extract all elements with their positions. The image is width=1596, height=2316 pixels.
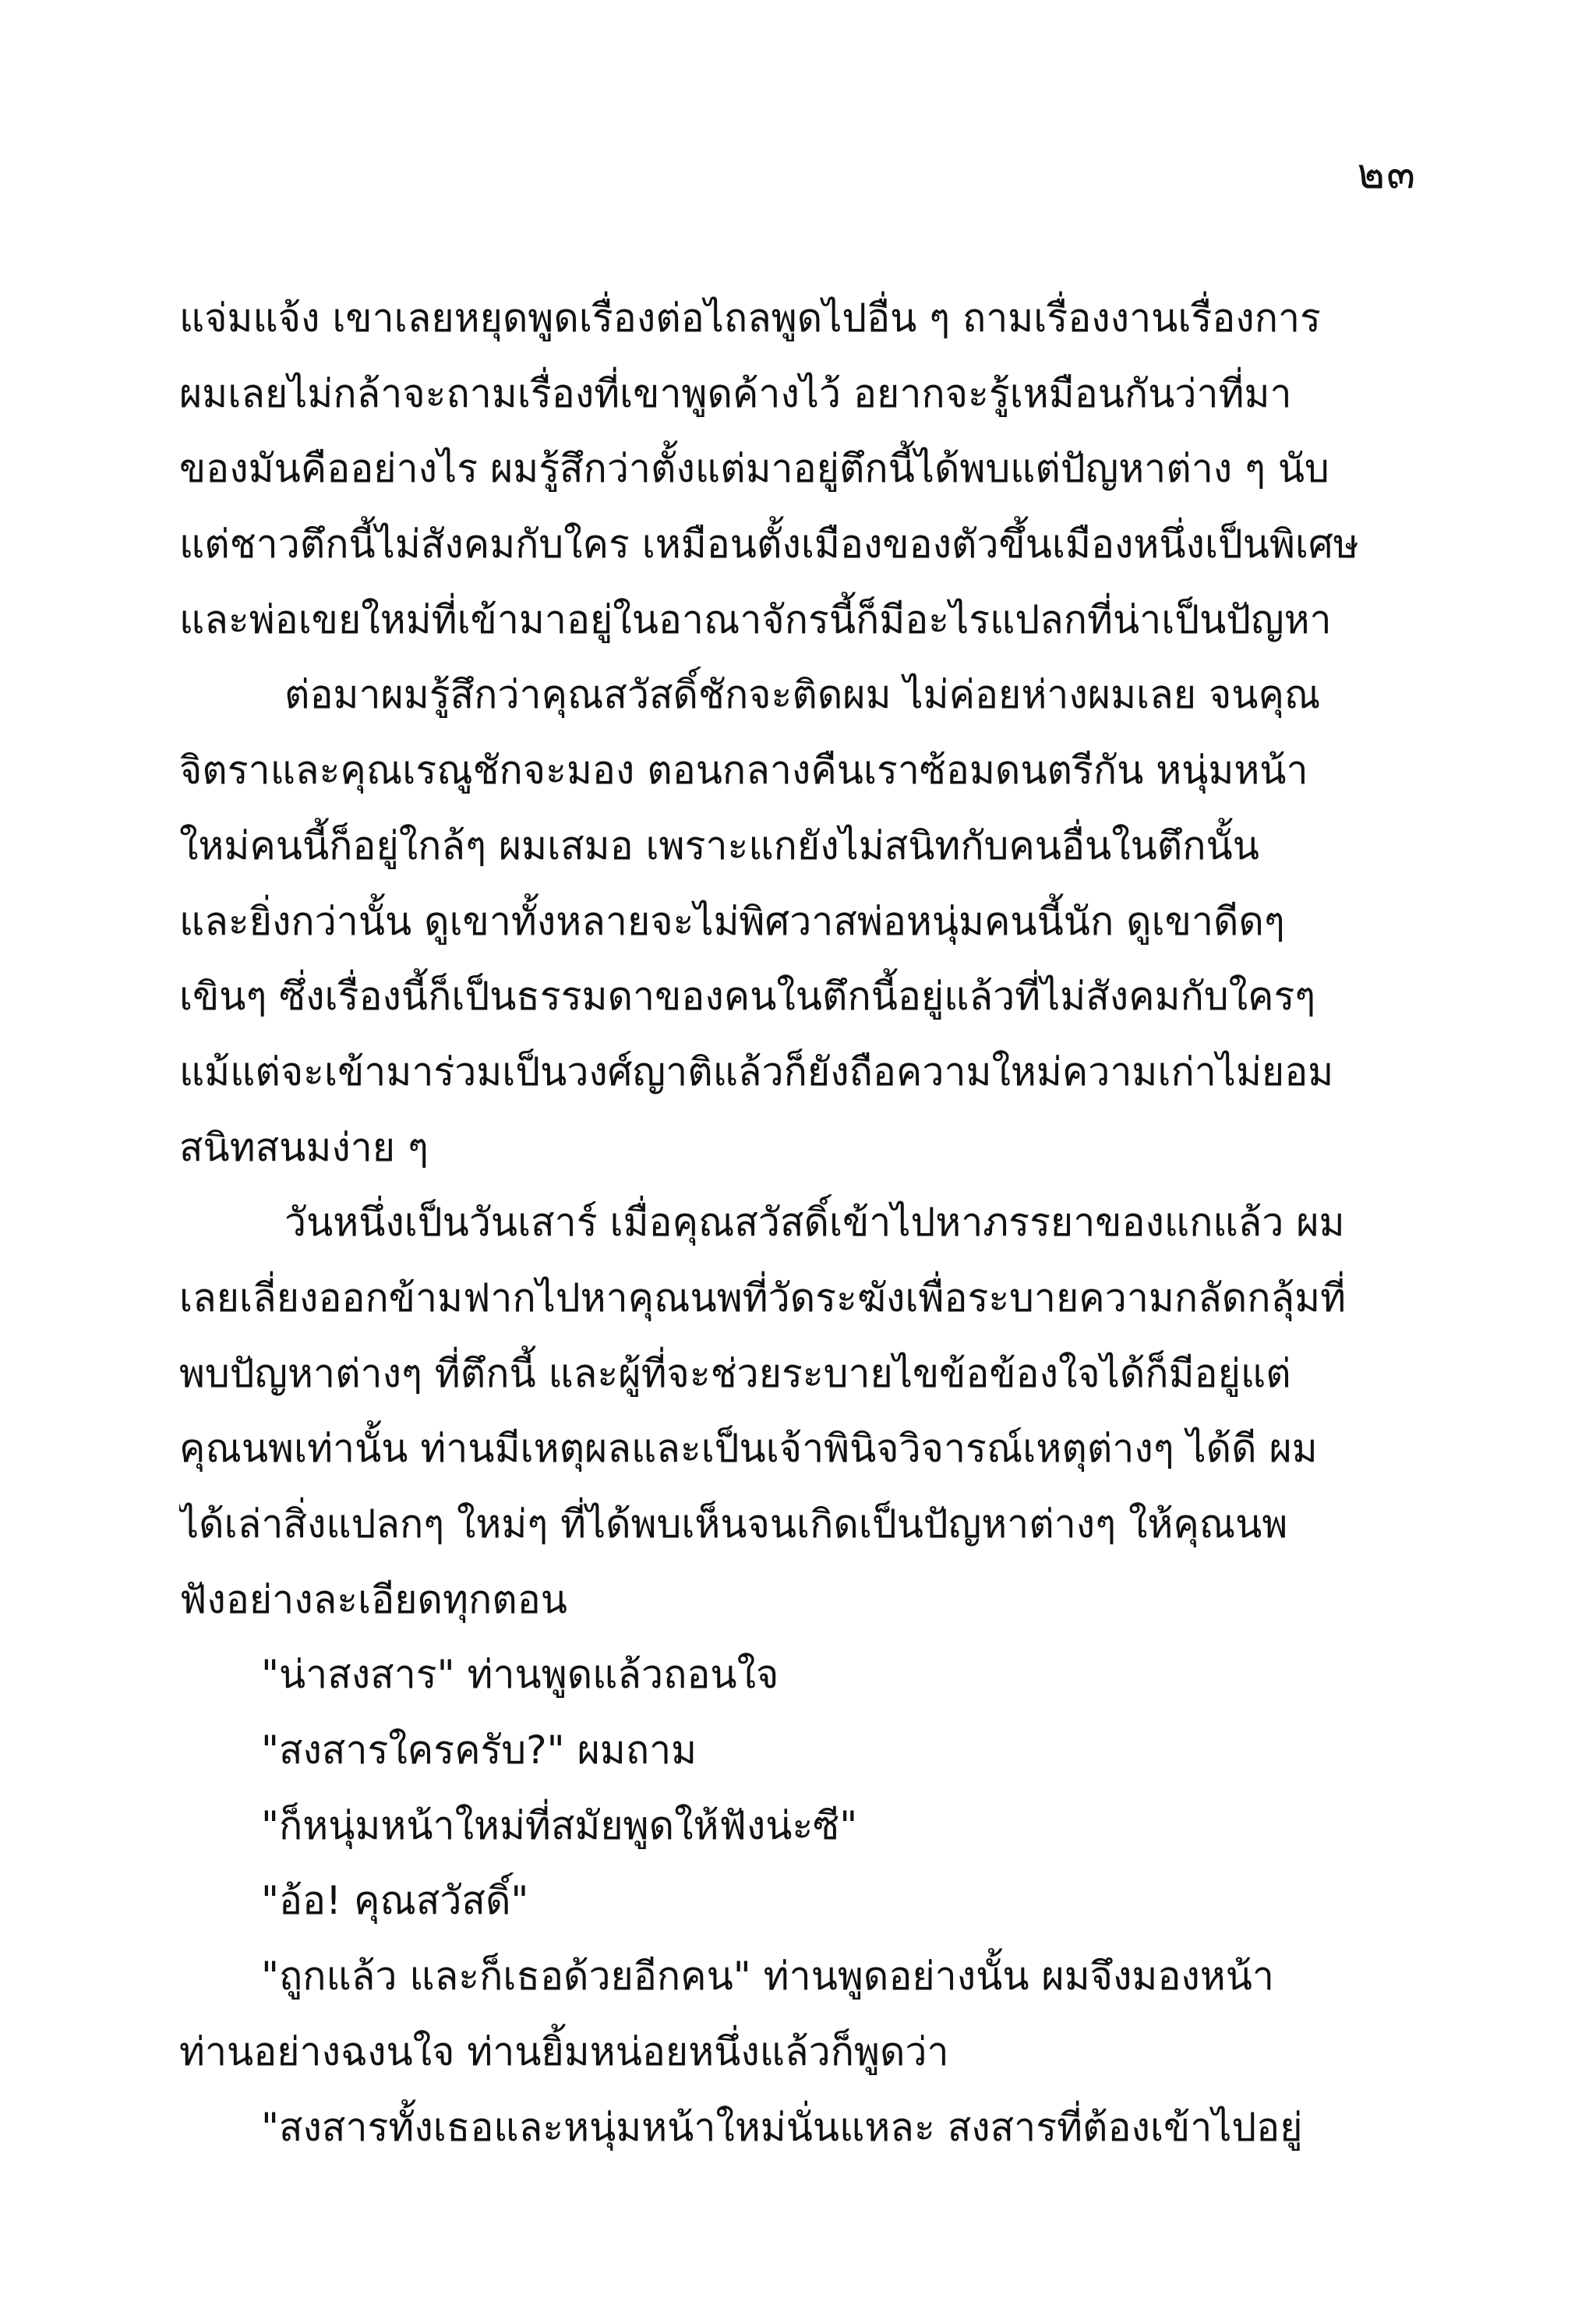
text-line: สนิทสนมง่าย ๆ [179,1124,429,1170]
text-line: ของมันคืออย่างไร ผมรู้สึกว่าตั้งแต่มาอยู่ตึกนี้ได้พบแต่ปัญหาต่าง ๆ นับ [179,446,1329,492]
dialogue-line: "น่าสงสาร" ท่านพูดแล้วถอนใจ [261,1652,779,1698]
text-line: เขินๆ ซึ่งเรื่องนี้ก็เป็นธรรมดาของคนในตึกนี้อยู่แล้วที่ไม่สังคมกับใครๆ [179,974,1316,1020]
dialogue-line: "สงสารใครครับ?" ผมถาม [261,1727,697,1773]
text-line: ฟังอย่างละเอียดทุกตอน [179,1576,567,1622]
text-line: จิตราและคุณเรณูชักจะมอง ตอนกลางคืนเราซ้อมดนตรีกัน หนุ่มหน้า [179,748,1308,794]
text-line: และยิ่งกว่านั้น ดูเขาทั้งหลายจะไม่พิศวาสพ่อหนุ่มคนนี้นัก ดูเขาดีดๆ [179,898,1285,944]
text-line: แม้แต่จะเข้ามาร่วมเป็นวงศ์ญาติแล้วก็ยังถือความใหม่ความเก่าไม่ยอม [179,1048,1334,1094]
dialogue-line: "ก็หนุ่มหน้าใหม่ที่สมัยพูดให้ฟังน่ะซี" [261,1802,858,1848]
text-line: เลยเลี่ยงออกข้ามฟากไปหาคุณนพที่วัดระฆังเพื่อระบายความกลัดกลุ้มที่ [179,1275,1347,1321]
paragraph-first-line: วันหนึ่งเป็นวันเสาร์ เมื่อคุณสวัสดิ์เข้าไปหาภรรยาของแกแล้ว ผม [284,1200,1345,1246]
text-body [179,281,1418,2165]
text-line: ท่านอย่างฉงนใจ ท่านยิ้มหน่อยหนึ่งแล้วก็พูดว่า [179,2028,949,2074]
text-line: ได้เล่าสิ่งแปลกๆ ใหม่ๆ ที่ได้พบเห็นจนเกิดเป็นปัญหาต่างๆ ให้คุณนพ [179,1501,1288,1547]
text-line: ใหม่คนนี้ก็อยู่ใกล้ๆ ผมเสมอ เพราะแกยังไม่สนิทกับคนอื่นในตึกนั้น [179,822,1259,868]
dialogue-line: "อ้อ! คุณสวัสดิ์" [261,1878,529,1924]
page-number: ๒๓ [1357,149,1417,198]
text-line: คุณนพเท่านั้น ท่านมีเหตุผลและเป็นเจ้าพินิจวิจารณ์เหตุต่างๆ ได้ดี ผม [179,1426,1318,1472]
text-line: และพ่อเขยใหม่ที่เข้ามาอยู่ในอาณาจักรนี้ก็มีอะไรแปลกที่น่าเป็นปัญหา [179,596,1332,642]
text-line: แจ่มแจ้ง เขาเลยหยุดพูดเรื่องต่อไถลพูดไปอื่น ๆ ถามเรื่องงานเรื่องการ [179,295,1321,341]
paragraph-first-line: ต่อมาผมรู้สึกว่าคุณสวัสดิ์ชักจะติดผม ไม่ค่อยห่างผมเลย จนคุณ [284,672,1321,718]
dialogue-line: "สงสารทั้งเธอและหนุ่มหน้าใหม่นั่นแหละ สงสารที่ต้องเข้าไปอยู่ [261,2104,1303,2150]
text-line: พบปัญหาต่างๆ ที่ตึกนี้ และผู้ที่จะช่วยระบายไขข้อข้องใจได้ก็มีอยู่แต่ [179,1350,1291,1396]
text-line: ผมเลยไม่กล้าจะถามเรื่องที่เขาพูดค้างไว้ อยากจะรู้เหมือนกันว่าที่มา [179,370,1292,416]
text-line: แต่ชาวตึกนี้ไม่สังคมกับใคร เหมือนตั้งเมืองของตัวขึ้นเมืองหนึ่งเป็นพิเศษ [179,522,1359,568]
dialogue-line: "ถูกแล้ว และก็เธอด้วยอีกคน" ท่านพูดอย่างนั้น ผมจึงมองหน้า [261,1954,1274,2000]
